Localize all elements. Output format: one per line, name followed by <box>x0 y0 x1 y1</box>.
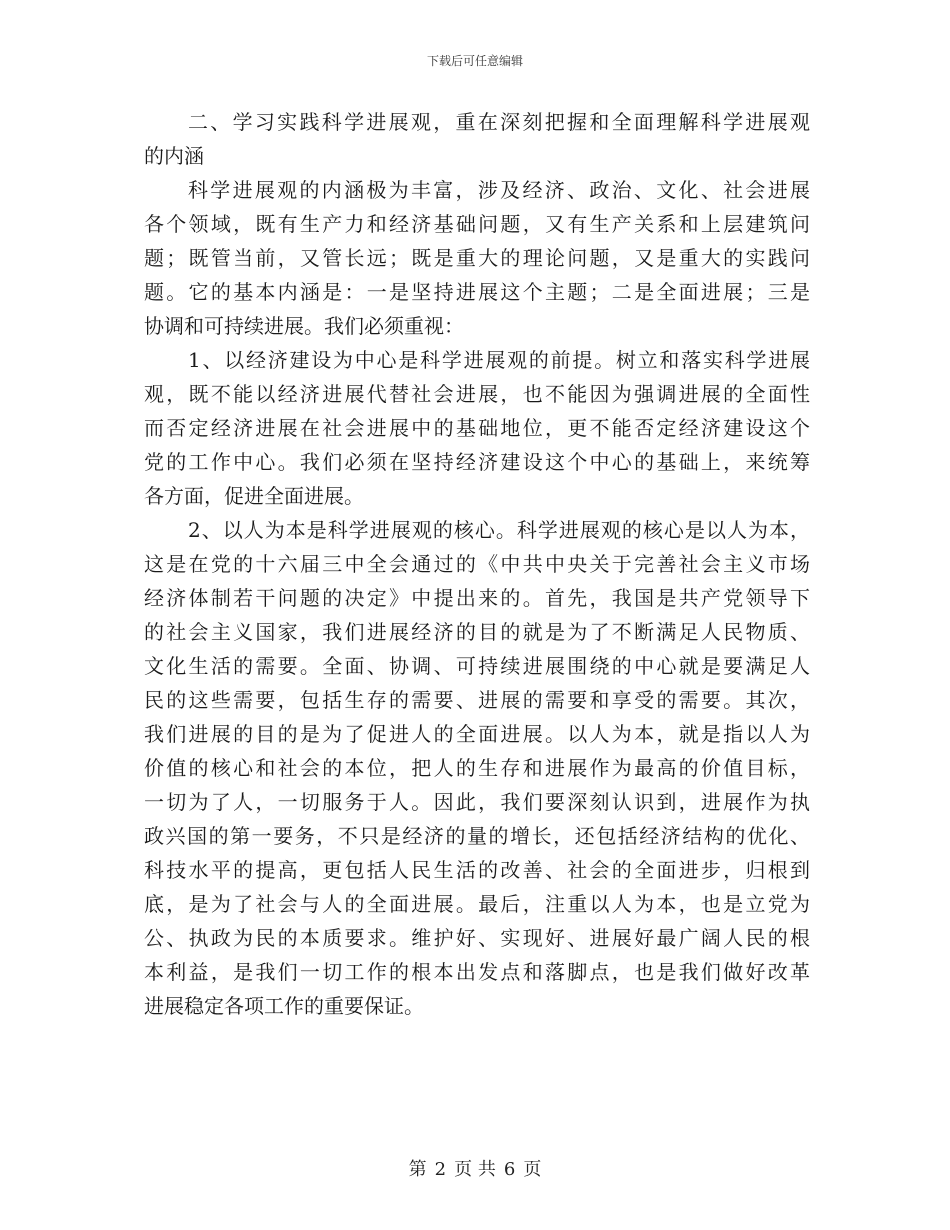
page-suffix: 页 <box>523 1159 542 1180</box>
page-middle: 页 共 <box>454 1159 496 1180</box>
paragraph-line: 2、以人为本是科学进展观的核心。科学进展观的核心是以人为本， <box>188 518 810 542</box>
paragraph-line: 这是在党的十六届三中全会通过的《中共中央关于完善社会主义市场 <box>144 552 810 576</box>
paragraph-line: 民的这些需要，包括生存的需要、进展的需要和享受的需要。其次， <box>144 688 810 712</box>
document-body <box>144 105 810 1023</box>
paragraph-line: 文化生活的需要。全面、协调、可持续进展围绕的中心就是要满足人 <box>144 654 810 678</box>
paragraph-line: 底，是为了社会与人的全面进展。最后，注重以人为本，也是立党为 <box>144 892 810 916</box>
paragraph-line: 协调和可持续进展。我们必须重视： <box>144 314 464 338</box>
paragraph-line: 经济体制若干问题的决定》中提出来的。首先，我国是共产党领导下 <box>144 586 810 610</box>
paragraph-line: 科技水平的提高，更包括人民生活的改善、社会的全面进步，归根到 <box>144 858 810 882</box>
paragraph-line: 题。它的基本内涵是：一是坚持进展这个主题；二是全面进展；三是 <box>144 280 810 304</box>
paragraph-line: 的社会主义国家，我们进展经济的目的就是为了不断满足人民物质、 <box>144 620 810 644</box>
page-total: 6 <box>503 1159 516 1180</box>
paragraph-line: 各方面，促进全面进展。 <box>144 484 364 508</box>
section-title-line: 的内涵 <box>144 144 204 168</box>
paragraph-line: 观，既不能以经济进展代替社会进展，也不能因为强调进展的全面性 <box>144 382 810 406</box>
page-footer <box>0 1155 950 1181</box>
paragraph-line: 题；既管当前，又管长远；既是重大的理论问题，又是重大的实践问 <box>144 246 810 270</box>
paragraph-line: 而否定经济进展在社会进展中的基础地位，更不能否定经济建设这个 <box>144 416 810 440</box>
paragraph-line: 一切为了人，一切服务于人。因此，我们要深刻认识到，进展作为执 <box>144 790 810 814</box>
paragraph-line: 科学进展观的内涵极为丰富，涉及经济、政治、文化、社会进展 <box>188 178 810 202</box>
paragraph-line: 本利益，是我们一切工作的根本出发点和落脚点，也是我们做好改革 <box>144 960 810 984</box>
page-current: 2 <box>434 1159 447 1180</box>
paragraph-line: 1、以经济建设为中心是科学进展观的前提。树立和落实科学进展 <box>188 348 810 372</box>
paragraph-line: 价值的核心和社会的本位，把人的生存和进展作为最高的价值目标， <box>144 756 810 780</box>
page-prefix: 第 <box>408 1159 427 1180</box>
paragraph-line: 党的工作中心。我们必须在坚持经济建设这个中心的基础上，来统筹 <box>144 450 810 474</box>
header-note: 下载后可任意编辑 <box>426 54 523 68</box>
paragraph-line: 我们进展的目的是为了促进人的全面进展。以人为本，就是指以人为 <box>144 722 810 746</box>
paragraph-line: 各个领域，既有生产力和经济基础问题，又有生产关系和上层建筑问 <box>144 212 810 236</box>
paragraph-line: 公、执政为民的本质要求。维护好、实现好、进展好最广阔人民的根 <box>144 926 810 950</box>
paragraph-line: 政兴国的第一要务，不只是经济的量的增长，还包括经济结构的优化、 <box>144 824 810 848</box>
section-title-line: 二、学习实践科学进展观，重在深刻把握和全面理解科学进展观 <box>188 110 810 134</box>
paragraph-line: 进展稳定各项工作的重要保证。 <box>144 994 424 1018</box>
